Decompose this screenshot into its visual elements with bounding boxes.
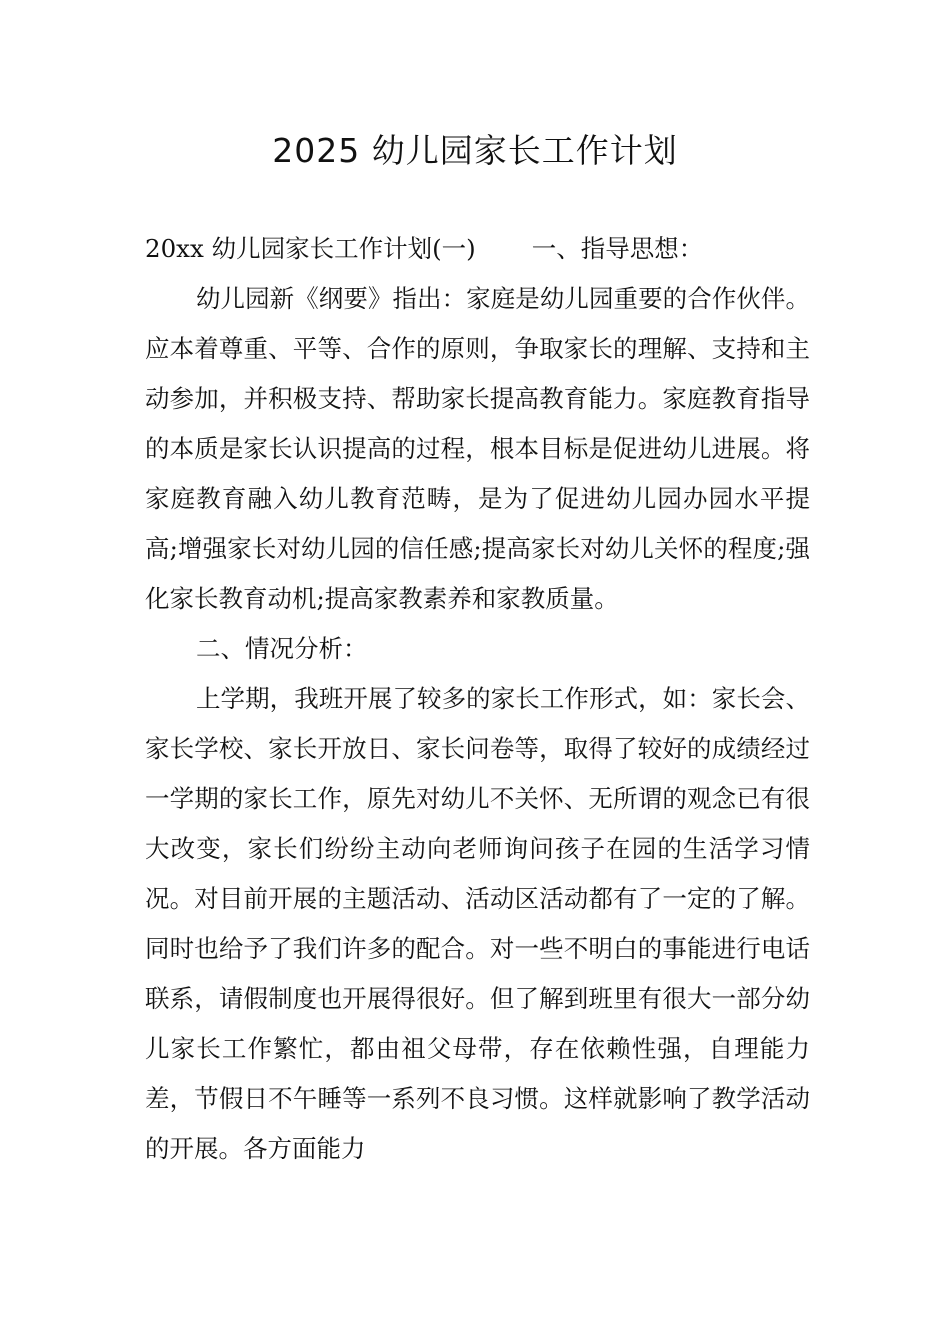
document-subtitle: 20xx 幼儿园家长工作计划(一) — [145, 234, 476, 263]
document-title: 2025 幼儿园家长工作计划 — [272, 131, 678, 170]
paragraph-2: 上学期，我班开展了较多的家长工作形式，如：家长会、家长学校、家长开放日、家长问卷等，取得了较好的成绩经过一学期的家长工作，原先对幼儿不关怀、无所谓的观念已有很大改变，家长们纷纷主动向老师询问孩子在园的生活学习情况。对目前开展的主题活动、活动区活动都有了一定的了解。同时也给予了我们许多的配合。对一些不明白的事能进行电话联系，请假制度也开展得很好。但了解到班里有很大一部分幼儿家长工作繁忙，都由祖父母带，存在依赖性强，自理能力差，节假日不午睡等一系列不良习惯。这样就影响了教学活动的开展。各方面能力 — [145, 684, 810, 1163]
paragraph-1: 幼儿园新《纲要》指出：家庭是幼儿园重要的合作伙伴。应本着尊重、平等、合作的原则，争取家长的理解、支持和主动参加，并积极支持、帮助家长提高教育能力。家庭教育指导的本质是家长认识提高的过程，根本目标是促进幼儿进展。将家庭教育融入幼儿教育范畴，是为了促进幼儿园办园水平提高;增强家长对幼儿园的信任感;提高家长对幼儿关怀的程度;强化家长教育动机;提高家教素养和家教质量。 — [145, 284, 810, 613]
document-body — [145, 224, 810, 1174]
section-heading-1: 一、指导思想： — [531, 234, 704, 263]
section-heading-2: 二、情况分析： — [196, 634, 368, 663]
subtitle-line — [145, 224, 810, 274]
